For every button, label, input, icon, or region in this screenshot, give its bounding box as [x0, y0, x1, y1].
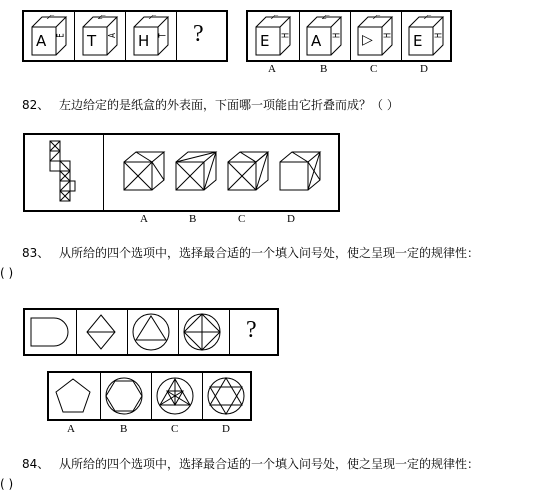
q83-question-mark: ?	[246, 317, 257, 343]
option-a-side: H	[280, 32, 292, 39]
cube-1-top: F	[44, 15, 56, 21]
q83-option-pentagon	[53, 376, 93, 416]
option-label-b: B	[320, 63, 328, 75]
q82-net-figure	[48, 140, 78, 206]
q83-label-a: A	[67, 423, 75, 435]
option-a-front: E	[260, 32, 270, 50]
q83-shape-circle-triangle	[131, 312, 171, 352]
q82-option-cube-b	[174, 150, 218, 194]
option-b-top: E	[319, 15, 331, 21]
q84-paren: ( )	[0, 477, 14, 491]
cube-2-side: A	[106, 33, 118, 38]
cube-3-side: T	[157, 33, 169, 38]
option-b-front: A	[311, 32, 322, 50]
option-c-top: F	[370, 15, 382, 21]
q83-label-b: B	[120, 423, 128, 435]
q83-paren: ( )	[0, 266, 14, 280]
q83-label-d: D	[222, 423, 230, 435]
cube-question-mark: ?	[193, 21, 204, 47]
q83-option-circle-star	[155, 376, 195, 416]
option-c-front: ▷	[362, 32, 373, 48]
option-c-side: H	[382, 32, 394, 39]
q82-label-b: B	[189, 213, 197, 225]
cube-1-front: A	[36, 32, 47, 50]
q82-option-cube-a	[122, 150, 166, 194]
q84-text: 从所给的四个选项中，选择最合适的一个填入问号处，使之呈现一定的规律性：	[59, 457, 480, 471]
q83-number: 83、	[22, 246, 50, 260]
option-label-d: D	[420, 63, 428, 75]
option-label-a: A	[268, 63, 276, 75]
q83-label-c: C	[171, 423, 179, 435]
option-b-side: H	[331, 32, 343, 39]
q82-text: 左边给定的是纸盒的外表面，下面哪一项能由它折叠而成？（ ）	[59, 98, 399, 112]
q83-shape-d-shape	[30, 317, 70, 347]
cube-3-front: H	[138, 32, 150, 50]
q84-number: 84、	[22, 457, 50, 471]
q82-option-cube-c	[226, 150, 270, 194]
q82-option-cube-d	[278, 150, 322, 194]
q83-shape-circle-square	[182, 312, 222, 352]
cube-2-top: E	[95, 15, 107, 21]
option-a-top: F	[268, 15, 280, 21]
q83-option-circle-hexagram	[206, 376, 246, 416]
q83-shape-diamond	[81, 313, 121, 351]
option-d-top: F	[421, 15, 433, 21]
q83-text: 从所给的四个选项中，选择最合适的一个填入问号处，使之呈现一定的规律性：	[59, 246, 480, 260]
option-d-side: H	[433, 32, 445, 39]
cube-2-front: T	[87, 32, 97, 50]
q82-label-d: D	[287, 213, 295, 225]
q83-option-circle-hexagon	[104, 376, 144, 416]
cube-3-top: F	[146, 15, 158, 21]
q82-number: 82、	[22, 98, 50, 112]
option-label-c: C	[370, 63, 378, 75]
cube-1-side: E	[55, 33, 67, 38]
q82-label-c: C	[238, 213, 246, 225]
option-d-front: E	[413, 32, 423, 50]
q82-label-a: A	[140, 213, 148, 225]
